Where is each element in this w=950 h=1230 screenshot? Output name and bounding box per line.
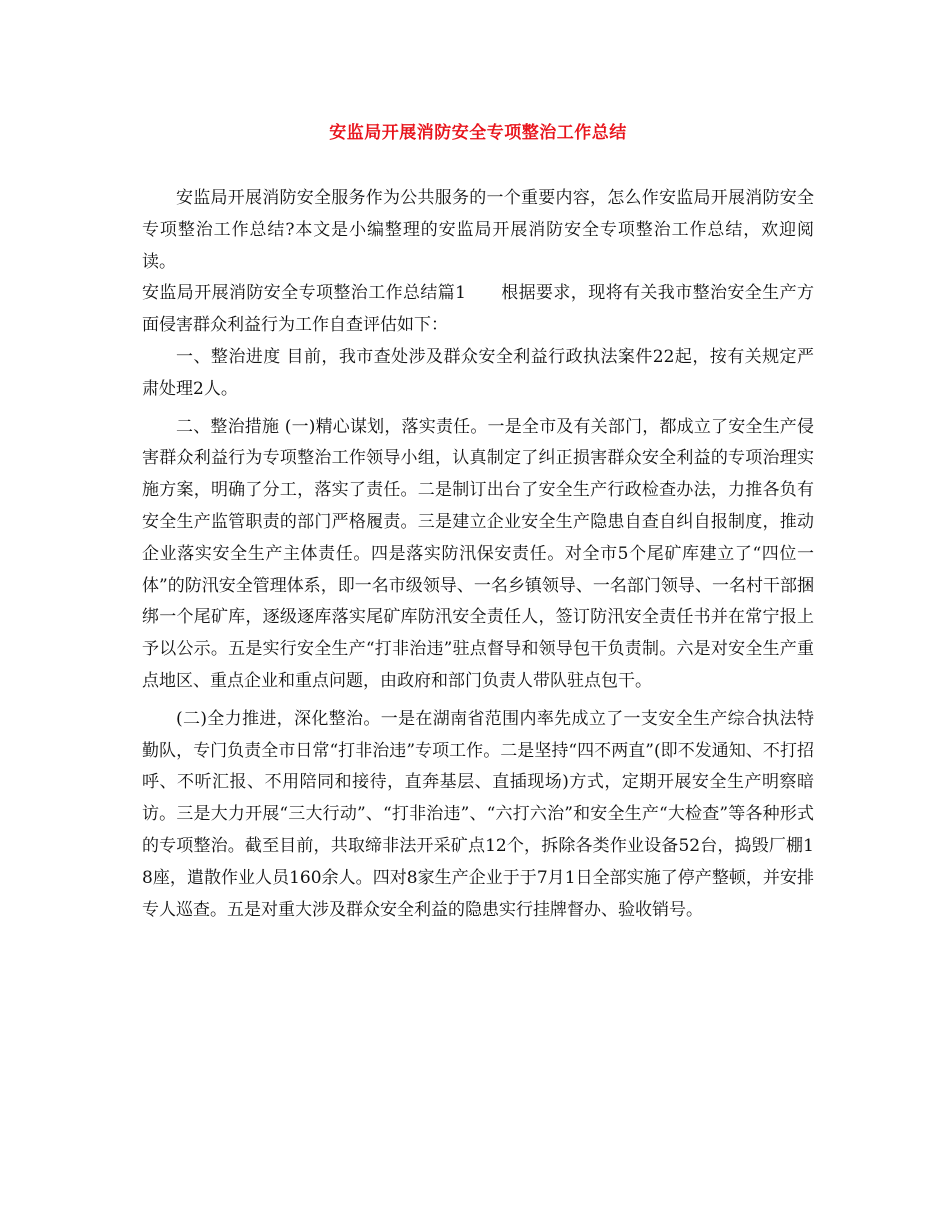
- intro-paragraph: 安监局开展消防安全服务作为公共服务的一个重要内容，怎么作安监局开展消防安全专项整治工作总结?本文是小编整理的安监局开展消防安全专项整治工作总结，欢迎阅读。: [142, 188, 814, 272]
- section-heading-paragraph: 安监局开展消防安全专项整治工作总结篇1 根据要求，现将有关我市整治安全生产方面侵害群众利益行为工作自查评估如下：: [142, 283, 814, 336]
- progress-paragraph: 一、整治进度 目前，我市查处涉及群众安全利益行政执法案件22起，按有关规定严肃处理2人。: [142, 346, 814, 399]
- rectification-paragraph: (二)全力推进，深化整治。一是在湖南省范围内率先成立了一支安全生产综合执法特勤队，专门负责全市日常“打非治违”专项工作。二是坚持“四不两直”(即不发通知、不打招呼、不听汇报、不用陪同和接待，直奔基层、直插现场)方式，定期开展安全生产明察暗访。三是大力开展“三大行动”、“打非治违”、“六打六治”和安全生产“大检查”等各种形式的专项整治。截至目前，共取缔非法开采矿点12个，拆除各类作业设备52台，捣毁厂棚18座，遣散作业人员160余人。四对8家生产企业于于7月1日全部实施了停产整顿，并安排专人巡查。五是对重大涉及群众安全利益的隐患实行挂牌督办、验收销号。: [142, 708, 814, 920]
- document-page: [142, 118, 814, 926]
- document-title: 安监局开展消防安全专项整治工作总结: [329, 123, 627, 143]
- measures-paragraph: 二、整治措施 (一)精心谋划，落实责任。一是全市及有关部门，都成立了安全生产侵害群众利益行为专项整治工作领导小组，认真制定了纠正损害群众安全利益的专项治理实施方案，明确了分工，落实了责任。二是制订出台了安全生产行政检查办法，力推各负有安全生产监管职责的部门严格履责。三是建立企业安全生产隐患自查自纠自报制度，推动企业落实安全生产主体责任。四是落实防汛保安责任。对全市5个尾矿库建立了“四位一体”的防汛安全管理体系，即一名市级领导、一名乡镇领导、一名部门领导、一名村干部捆绑一个尾矿库，逐级逐库落实尾矿库防汛安全责任人，签订防汛安全责任书并在常宁报上予以公示。五是实行安全生产“打非治违”驻点督导和领导包干负责制。六是对安全生产重点地区、重点企业和重点问题，由政府和部门负责人带队驻点包干。: [142, 416, 814, 691]
